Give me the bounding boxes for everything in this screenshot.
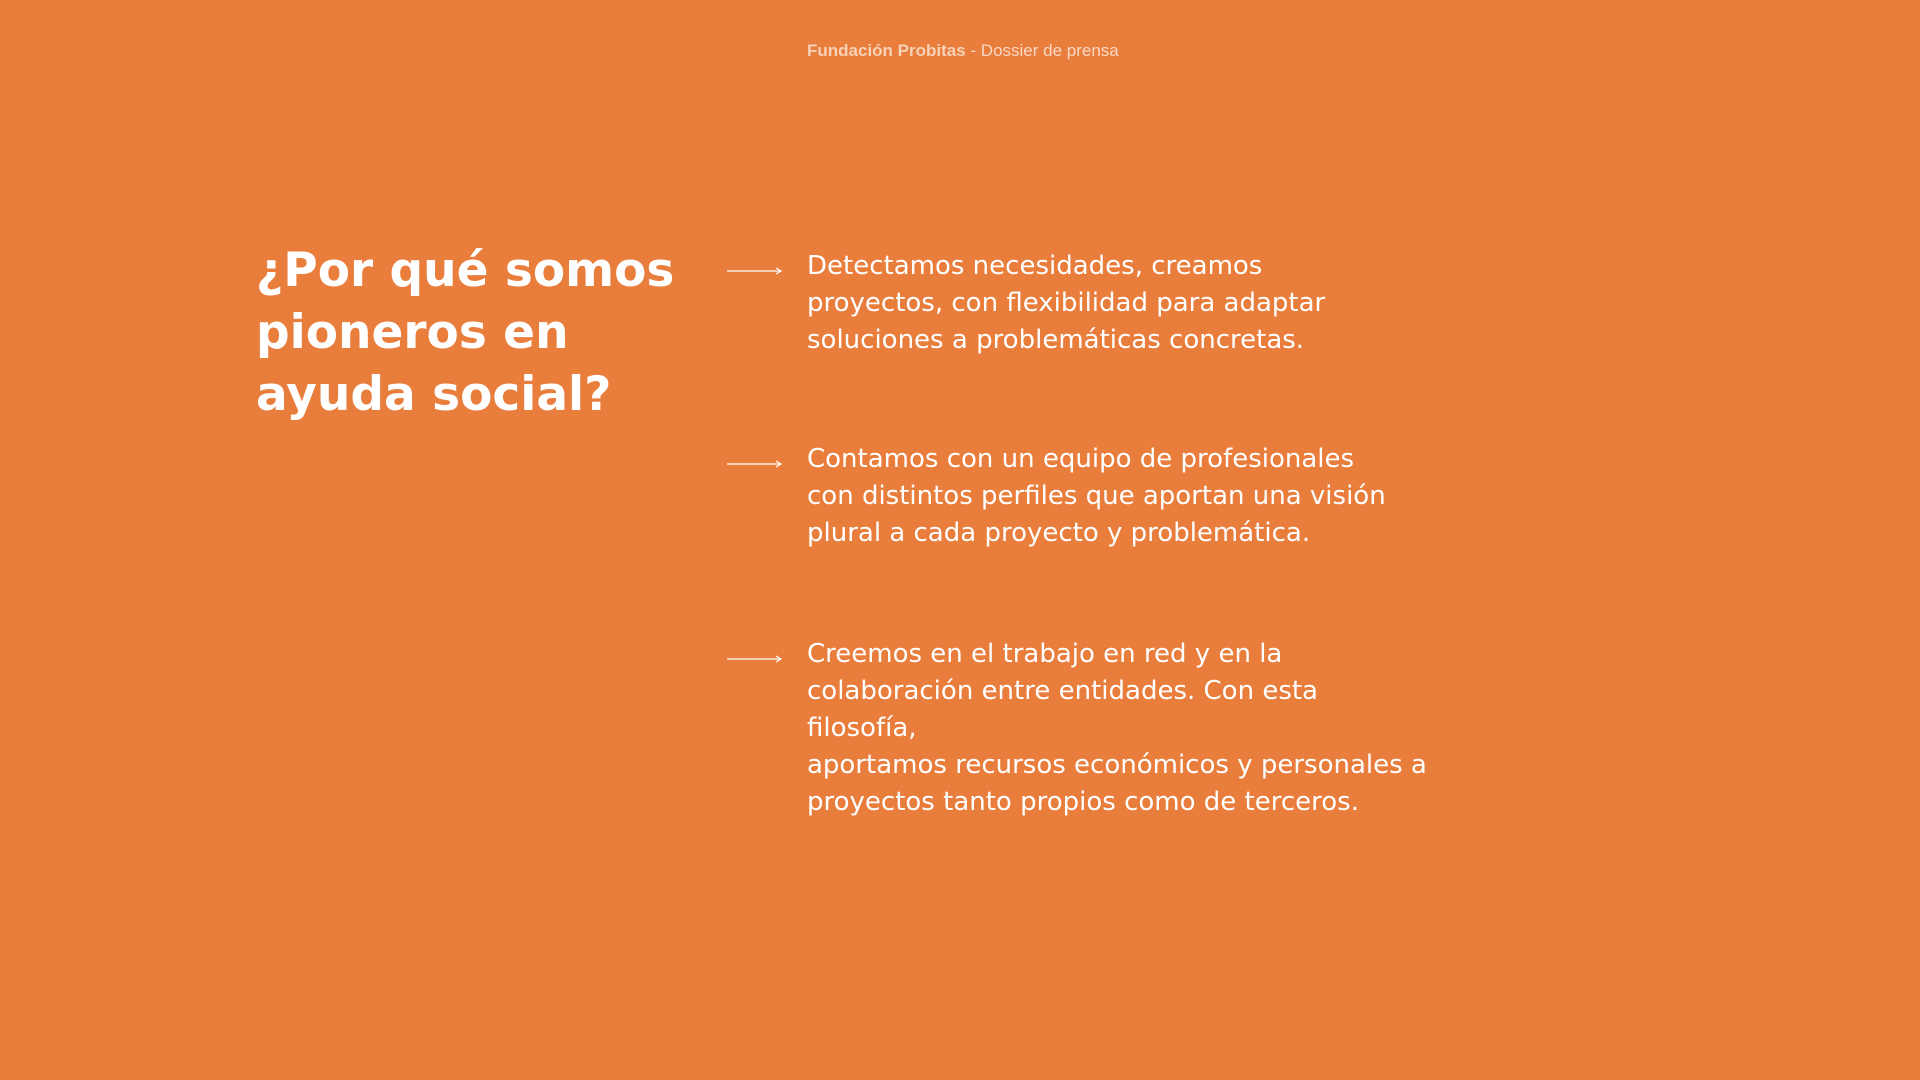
point-1-line-2: proyectos, con flexibilidad para adaptar: [807, 288, 1326, 318]
point-text-3: [807, 636, 1427, 821]
title-line-3: ayuda social?: [256, 367, 612, 422]
point-2-line-3: plural a cada proyecto y problemática.: [807, 518, 1311, 548]
arrow-right-icon: [727, 654, 783, 664]
page-header: [807, 39, 1119, 63]
title-line-1: ¿Por qué somos: [256, 243, 675, 298]
point-2-line-1: Contamos con un equipo de profesionales: [807, 444, 1355, 474]
arrow-right-icon: [727, 266, 783, 276]
point-3-line-4: proyectos tanto propios como de terceros.: [807, 787, 1359, 817]
point-3-line-3: aportamos recursos económicos y personales a: [807, 750, 1427, 780]
page-title: [256, 240, 686, 426]
header-organization: Fundación Probitas: [807, 41, 966, 60]
point-2-line-2: con distintos perfiles que aportan una visión: [807, 481, 1386, 511]
point-text-1: [807, 248, 1427, 359]
point-1-line-1: Detectamos necesidades, creamos: [807, 251, 1263, 281]
point-3-line-1: Creemos en el trabajo en red y en la: [807, 639, 1283, 669]
arrow-right-icon: [727, 459, 783, 469]
point-text-2: [807, 441, 1427, 552]
header-separator: -: [965, 41, 981, 60]
point-3-line-2: colaboración entre entidades. Con esta filosofía,: [807, 676, 1318, 743]
header-document-name: Dossier de prensa: [980, 41, 1119, 60]
title-line-2: pioneros en: [256, 305, 569, 360]
point-1-line-3: soluciones a problemáticas concretas.: [807, 325, 1305, 355]
